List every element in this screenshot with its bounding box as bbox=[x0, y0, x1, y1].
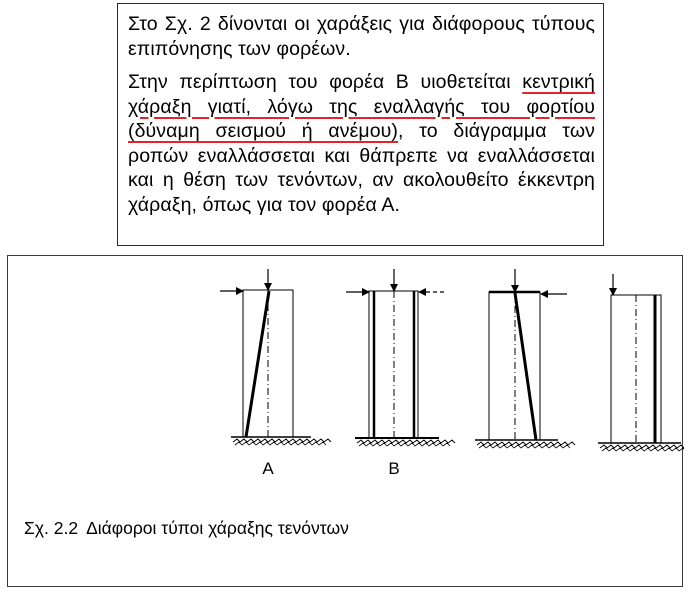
text-box bbox=[117, 3, 604, 246]
figure-caption bbox=[24, 518, 349, 539]
column-d bbox=[598, 274, 684, 451]
caption-number: Σχ. 2.2 bbox=[24, 518, 79, 538]
column-b-label: B bbox=[388, 459, 400, 478]
paragraph-2-part1: Στην περίπτωση του φορέα Β υιοθετείται bbox=[128, 71, 523, 93]
figure-box bbox=[7, 255, 683, 587]
column-a-label: A bbox=[262, 459, 274, 478]
underlined-phrase: κεντρική χάραξη γιατί, λόγω της εναλλαγής του φορτίου (δύναμη σεισμού ή ανέμου) bbox=[128, 71, 595, 142]
column-b bbox=[346, 269, 455, 446]
paragraph-2-part2: , το διάγραμμα των ροπών εναλλάσσεται και θάπρεπε να εναλλάσσεται και η θέση των τενόντων, αν ακολουθείτο έκκεντρη χάραξη, όπως για τον φορέα Α. bbox=[128, 120, 596, 216]
column-c bbox=[475, 269, 575, 448]
paragraph-2 bbox=[128, 70, 595, 217]
caption-title: Διάφοροι τύποι χάραξης τενόντων bbox=[86, 518, 349, 538]
column-a bbox=[220, 269, 331, 445]
paragraph-1: Στο Σχ. 2 δίνονται οι χαράξεις για διάφορους τύπους επιπόνησης των φορέων. bbox=[128, 13, 595, 60]
